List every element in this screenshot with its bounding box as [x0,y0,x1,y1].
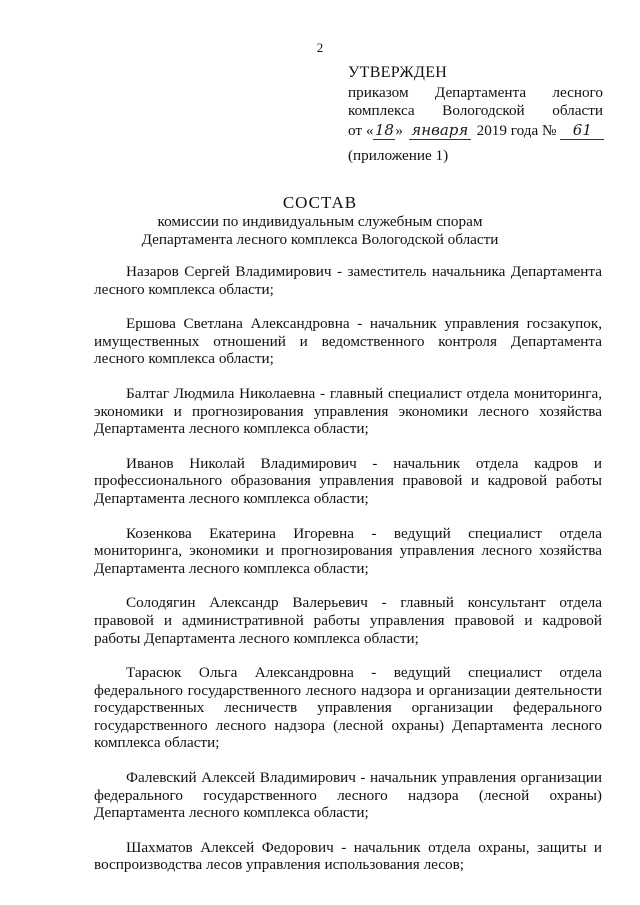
appendix-note: (приложение 1) [348,147,449,164]
approval-date-line [348,121,603,141]
document-subtitle-2: Департамента лесного комплекса Вологодской области [141,231,499,248]
date-prefix: от « [348,121,374,139]
approval-title: УТВЕРЖДЕН [348,64,448,81]
page-number: 2 [316,40,324,55]
date-year: 2019 года № [476,121,557,139]
member-entry: Солодягин Александр Валерьевич - главный консультант отдела правовой и административной работы управления правовой и кадровой работы Департамента лесного комплекса области; [94,594,602,647]
approval-block [348,64,603,140]
member-entry: Шахматов Алексей Федорович - начальник отдела охраны, защиты и воспроизводства лесов управления использования лесов; [94,838,602,874]
approval-line-1: приказом Департамента лесного [348,83,603,101]
handwritten-day: 18 [374,120,394,139]
member-entry: Назаров Сергей Владимирович - заместитель начальника Департамента лесного комплекса области; [94,263,602,298]
document-title: СОСТАВ [282,193,358,212]
member-entry: Тарасюк Ольга Александровна - ведущий специалист отдела федерального государственного лесного надзора и организации деятельности государственных лесничеств управления организации федерального государственного лесного надзора (лесной охраны) Департамента лесного комплекса области; [94,664,602,752]
member-entry: Фалевский Алексей Владимирович - начальник управления организации федерального государственного лесного надзора (лесной охраны) Департамента лесного комплекса области; [94,769,602,822]
handwritten-month: января [409,121,471,141]
document-subtitle-1: комиссии по индивидуальным служебным спорам [157,213,483,230]
date-mid: » [395,121,404,139]
member-entry: Иванов Николай Владимирович - начальник отдела кадров и профессионального образования управления правовой и кадровой работы Департамента лесного комплекса области; [94,454,602,507]
handwritten-order-number: 61 [560,121,604,141]
approval-line-2: комплекса Вологодской области [348,102,603,119]
members-list [94,263,602,891]
member-entry: Балтаг Людмила Николаевна - главный специалист отдела мониторинга, экономики и прогнозирования управления экономики лесного хозяйства Департамента лесного комплекса области; [94,384,602,438]
member-entry: Ершова Светлана Александровна - начальник управления госзакупок, имущественных отношений и ведомственного контроля Департамента лесного комплекса области; [94,315,602,368]
member-entry: Козенкова Екатерина Игоревна - ведущий специалист отдела мониторинга, экономики и прогнозирования управления лесного хозяйства Департамента лесного комплекса области; [94,524,602,577]
